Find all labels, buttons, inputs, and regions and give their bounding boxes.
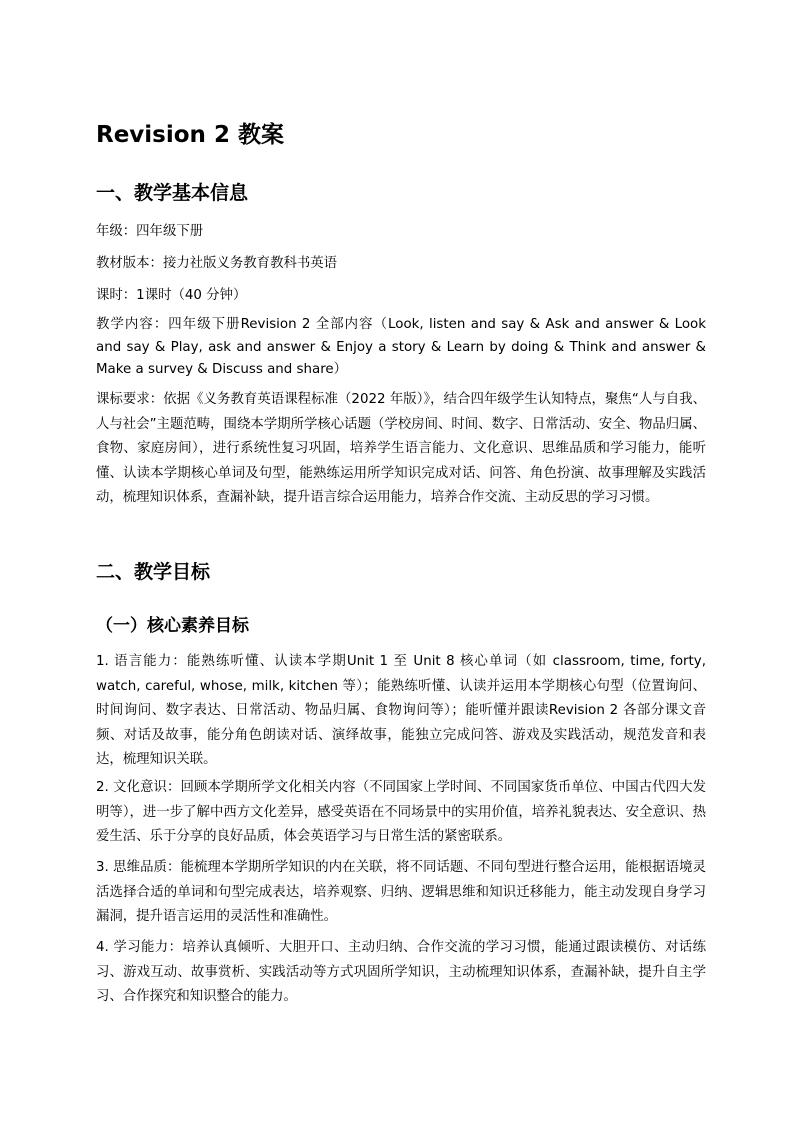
section-heading-basic-info: 一、教学基本信息 — [96, 182, 249, 204]
subheading-core-literacy: （一）核心素养目标 — [96, 616, 249, 636]
textbook-line: 教材版本：接力社版义务教育教科书英语 — [96, 256, 338, 271]
grade-line: 年级：四年级下册 — [96, 224, 204, 239]
objective-item-thinking: 3. 思维品质：能梳理本学期所学知识的内在关联，将不同话题、不同句型进行整合运用，能根据语境灵活选择合适的单词和句型完成表达，培养观察、归纳、逻辑思维和知识迁移能力，能主动发现自身学习漏洞，提升语言运用的灵活性和准确性。 — [96, 860, 706, 924]
objective-item-culture: 2. 文化意识：回顾本学期所学文化相关内容（不同国家上学时间、不同国家货币单位、中国古代四大发明等），进一步了解中西方文化差异，感受英语在不同场景中的实用价值，培养礼貌表达、安全意识、热爱生活、乐于分享的良好品质，体会英语学习与日常生活的紧密联系。 — [96, 780, 706, 844]
requirement-paragraph: 课标要求：依据《义务教育英语课程标准（2022 年版）》，结合四年级学生认知特点，聚焦“人与自我、人与社会”主题范畴，围绕本学期所学核心话题（学校房间、时间、数字、日常活动、安全、物品归属、食物、家庭房间），进行系统性复习巩固，培养学生语言能力、文化意识、思维品质和学习能力，能听懂、认读本学期核心单词及句型，能熟练运用所学知识完成对话、问答、角色扮演、故事理解及实践活动，梳理知识体系，查漏补缺，提升语言综合运用能力，培养合作交流、主动反思的学习习惯。 — [96, 392, 706, 505]
content-paragraph: 教学内容：四年级下册Revision 2 全部内容（Look, listen and say & Ask and answer & Look and say & Play, ask and answer & Enjoy a story & Learn by doing & Think and answer & Make a survey & Discuss and share） — [96, 317, 706, 377]
section-heading-objectives: 二、教学目标 — [96, 561, 211, 583]
document-title: Revision 2 教案 — [96, 122, 284, 148]
period-line: 课时：1课时（40 分钟） — [96, 288, 247, 303]
objective-item-language: 1. 语言能力：能熟练听懂、认读本学期Unit 1 至 Unit 8 核心单词（如 classroom, time, forty, watch, careful, whose, milk, kitchen 等）；能熟练听懂、认读并运用本学期核心句型（位置询问、时间询问、数字表达、日常活动、物品归属、食物询问等）；能听懂并跟读Revision 2 各部分课文音频、对话及故事，能分角色朗读对话、演绎故事，能独立完成问答、游戏及实践活动，规范发音和表达，梳理知识关联。 — [96, 654, 706, 767]
objective-item-learning: 4. 学习能力：培养认真倾听、大胆开口、主动归纳、合作交流的学习习惯，能通过跟读模仿、对话练习、游戏互动、故事赏析、实践活动等方式巩固所学知识，主动梳理知识体系，查漏补缺，提升自主学习、合作探究和知识整合的能力。 — [96, 940, 706, 1004]
